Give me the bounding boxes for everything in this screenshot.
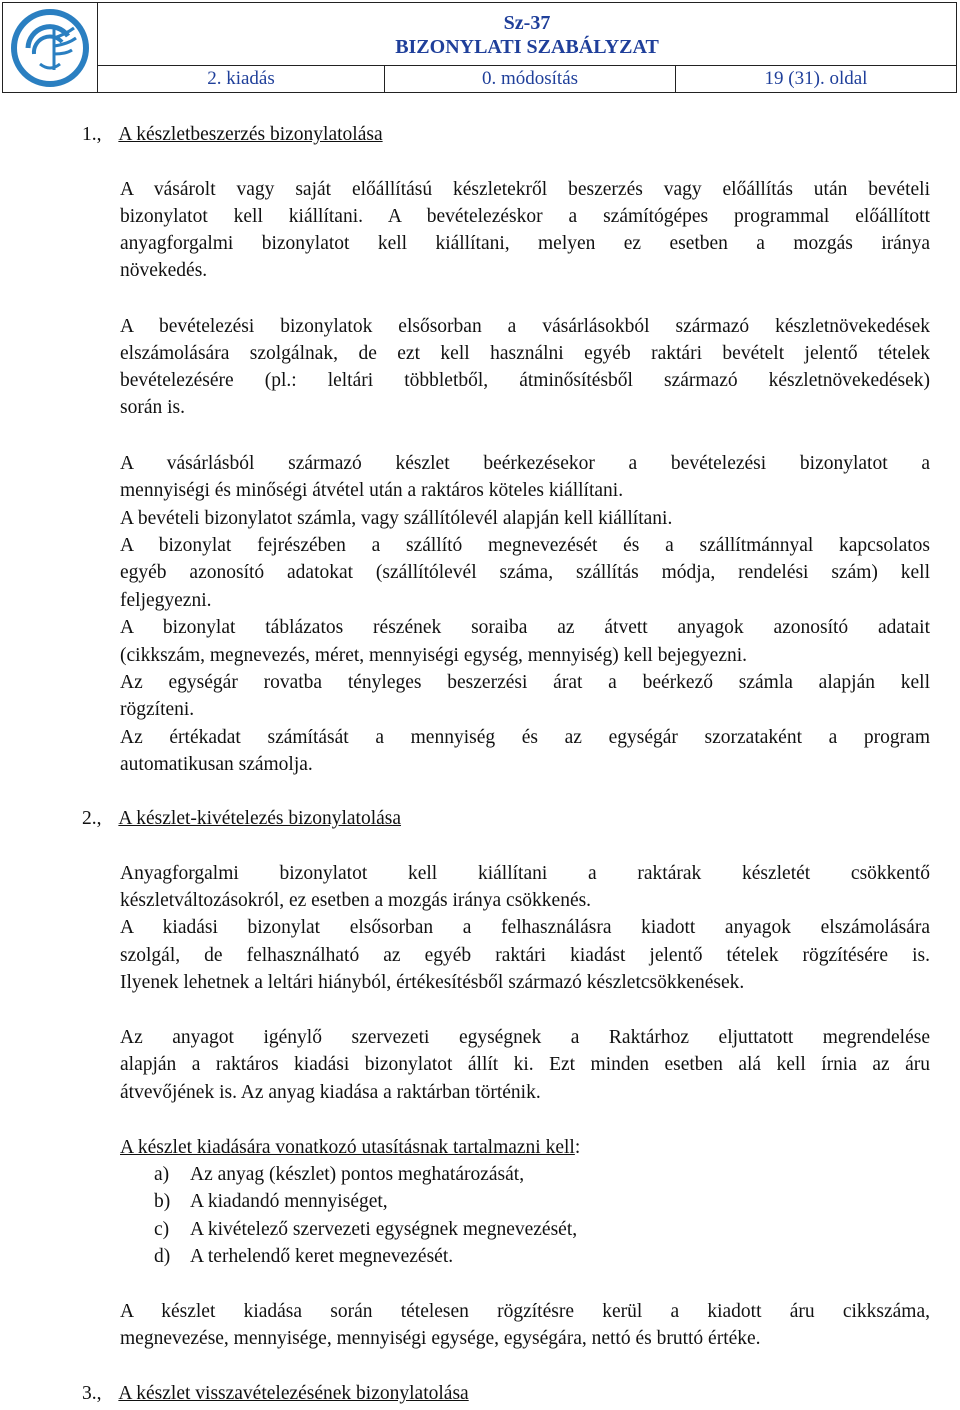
list-item-text: A terhelendő keret megnevezését. <box>190 1246 454 1267</box>
list-item-label: c) <box>154 1219 170 1240</box>
text-line: átvevőjének is. Az anyag kiadása a raktárban történik. <box>120 1082 541 1103</box>
section-number: 2., <box>82 808 102 829</box>
text-line: rögzíteni. <box>120 699 195 720</box>
text-line: Az anyagot igénylő szervezeti egységnek a Raktárhoz eljuttatott megrendelése <box>120 1027 930 1048</box>
page-number: 19 (31). oldal <box>764 68 868 89</box>
text-line: A bevételezési bizonylatok elsősorban a vásárlásokból származó készletnövekedések <box>120 316 930 337</box>
meta-row <box>98 66 956 92</box>
edition: 2. kiadás <box>98 66 385 92</box>
section-title: A készlet-kivételezés bizonylatolása <box>118 808 402 829</box>
section-title: A készletbeszerzés bizonylatolása <box>118 124 383 145</box>
text-line: mennyiségi és minőségi átvétel után a raktáros köteles kiállítani. <box>120 480 624 501</box>
text-line: növekedés. <box>120 260 208 281</box>
list-item <box>154 1161 524 1188</box>
list-title: A készlet kiadására vonatkozó utasításnak tartalmazni kell <box>120 1137 575 1158</box>
list-item-text: A kiadandó mennyiséget, <box>190 1191 388 1212</box>
list-item <box>154 1188 388 1215</box>
list-heading <box>120 1134 930 1161</box>
section-title: A készlet visszavételezésének bizonylatolása <box>118 1383 469 1404</box>
text-line: A bevételi bizonylatot számla, vagy szállítólevél alapján kell kiállítani. <box>120 508 673 529</box>
section-3-heading <box>82 1380 469 1407</box>
text-line: szolgál, de felhasználható az egyéb raktári kiadást jelentő tételek rögzítésére is. <box>120 945 930 966</box>
list-colon: : <box>574 1137 581 1158</box>
doc-code: Sz-37 <box>503 12 551 34</box>
document-header <box>2 2 957 93</box>
list-item <box>154 1216 577 1243</box>
title-block <box>98 3 956 66</box>
swirl-logo-icon <box>10 8 90 88</box>
doc-title: BIZONYLATI SZABÁLYZAT <box>395 36 659 58</box>
text-line: Az értékadat számítását a mennyiség és az egységár szorzataként a program <box>120 727 930 748</box>
text-line: bevételezésére (pl.: leltári többletből, átminősítésből származó készletnövekedések) <box>120 370 930 391</box>
text-line: készletváltozásokról, ez esetben a mozgás iránya csökkenés. <box>120 890 592 911</box>
modification: 0. módosítás <box>385 66 676 92</box>
section-number: 1., <box>82 124 102 145</box>
text-line: elszámolására szolgálnak, de ezt kell használni egyéb raktári bevételt jelentő tételek <box>120 343 930 364</box>
list-item-label: b) <box>154 1191 171 1212</box>
section-number: 3., <box>82 1383 102 1404</box>
list-item <box>154 1243 453 1270</box>
list-item-text: A kivételező szervezeti egységnek megnevezését, <box>190 1219 578 1240</box>
text-line: A vásárolt vagy saját előállítású készletekről beszerzés vagy előállítás után bevételi <box>120 179 930 200</box>
text-line: A bizonylat táblázatos részének soraiba az átvett anyagok azonosító adatait <box>120 617 930 638</box>
text-line: anyagforgalmi bizonylatot kell kiállítani, melyen ez esetben a mozgás iránya <box>120 233 930 254</box>
text-line: A kiadási bizonylat elsősorban a felhasználásra kiadott anyagok elszámolására <box>120 917 930 938</box>
list-item-label: a) <box>154 1164 170 1185</box>
list-item-text: Az anyag (készlet) pontos meghatározását, <box>190 1164 525 1185</box>
text-line: bizonylatot kell kiállítani. A bevételezéskor a számítógépes programmal előállított <box>120 206 930 227</box>
text-line: alapján a raktáros kiadási bizonylatot állít ki. Ezt minden esetben alá kell írnia az áru <box>120 1054 930 1075</box>
text-line: feljegyezni. <box>120 590 212 611</box>
text-line: Az egységár rovatba tényleges beszerzési árat a beérkező számla alapján kell <box>120 672 930 693</box>
logo-cell <box>3 3 98 92</box>
text-line: A vásárlásból származó készlet beérkezésekor a bevételezési bizonylatot a <box>120 453 930 474</box>
text-line: automatikusan számolja. <box>120 754 313 775</box>
text-line: egyéb azonosító adatokat (szállítólevél száma, szállítás módja, rendelési szám) kell <box>120 562 930 583</box>
text-line: Ilyenek lehetnek a leltári hiányból, értékesítésből származó készletcsökkenések. <box>120 972 745 993</box>
text-line: (cikkszám, megnevezés, méret, mennyiségi egység, mennyiség) kell bejegyezni. <box>120 645 748 666</box>
section-1-heading <box>82 121 383 148</box>
section-2-heading <box>82 805 401 832</box>
text-line: során is. <box>120 397 185 418</box>
text-line: megnevezése, mennyisége, mennyiségi egysége, egységára, nettó és bruttó értéke. <box>120 1328 761 1349</box>
list-item-label: d) <box>154 1246 171 1267</box>
text-line: A készlet kiadása során tételesen rögzítésre kerül a kiadott áru cikkszáma, <box>120 1301 930 1322</box>
header-info <box>98 3 956 92</box>
text-line: A bizonylat fejrészében a szállító megnevezését és a szállítmánnyal kapcsolatos <box>120 535 930 556</box>
text-line: Anyagforgalmi bizonylatot kell kiállítani a raktárak készletét csökkentő <box>120 863 930 884</box>
